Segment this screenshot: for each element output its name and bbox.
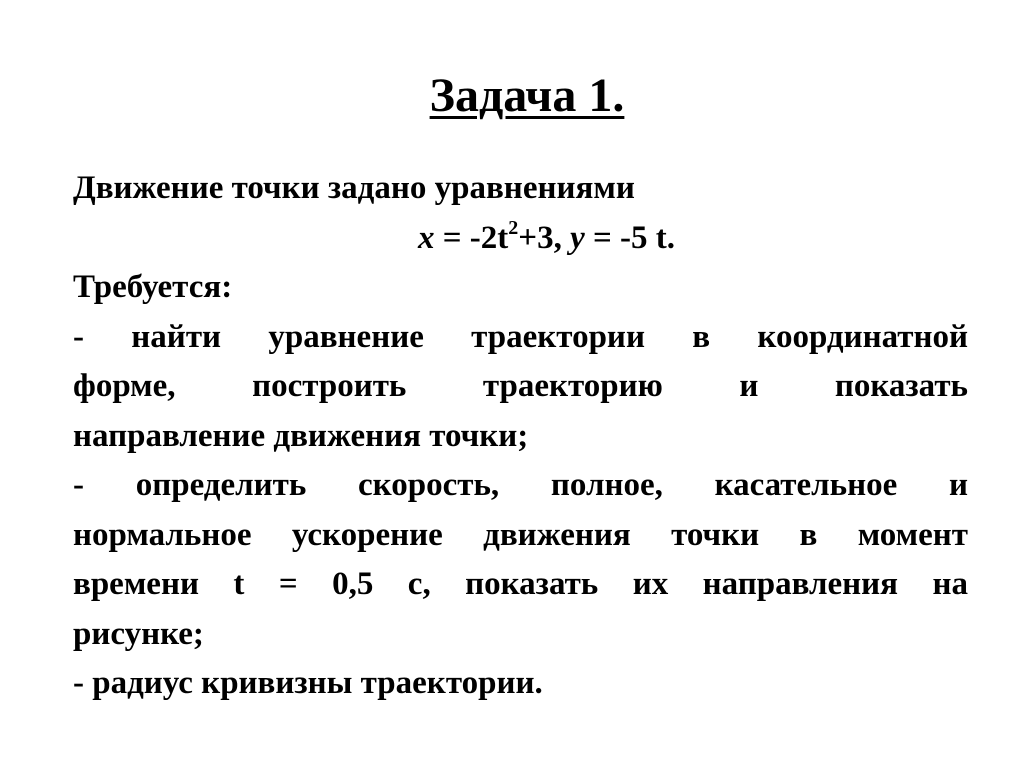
x-expression: = -2t (434, 219, 509, 256)
title-text: Задача 1. (429, 69, 625, 122)
task-line: рисунке; (73, 615, 204, 652)
task-line: направление движения точки; (73, 417, 529, 454)
task-line: форме, построить траекторию и показать (73, 368, 968, 404)
page-title (0, 64, 1024, 128)
task-item-2 (73, 461, 968, 659)
task-line: времени t = 0,5 с, показать их направления на (73, 566, 968, 602)
task-line: - найти уравнение траектории в координатной (73, 318, 968, 355)
problem-text (73, 164, 968, 709)
y-expression: = -5 t. (584, 219, 676, 256)
y-variable: y (570, 219, 585, 256)
x-variable: x (417, 219, 435, 256)
x-expression-tail: +3, (518, 219, 571, 256)
task-line: нормальное ускорение движения точки в момент (73, 516, 968, 553)
task-item-3 (73, 659, 968, 709)
task-line: - определить скорость, полное, касательное и (73, 467, 968, 503)
x-exponent: 2 (508, 216, 519, 239)
task-item-1 (73, 313, 968, 462)
required-label: Требуется: (73, 269, 233, 305)
task-line: - радиус кривизны траектории. (73, 665, 543, 701)
intro-line: Движение точки задано уравнениями (73, 170, 635, 206)
motion-equation (73, 214, 968, 264)
